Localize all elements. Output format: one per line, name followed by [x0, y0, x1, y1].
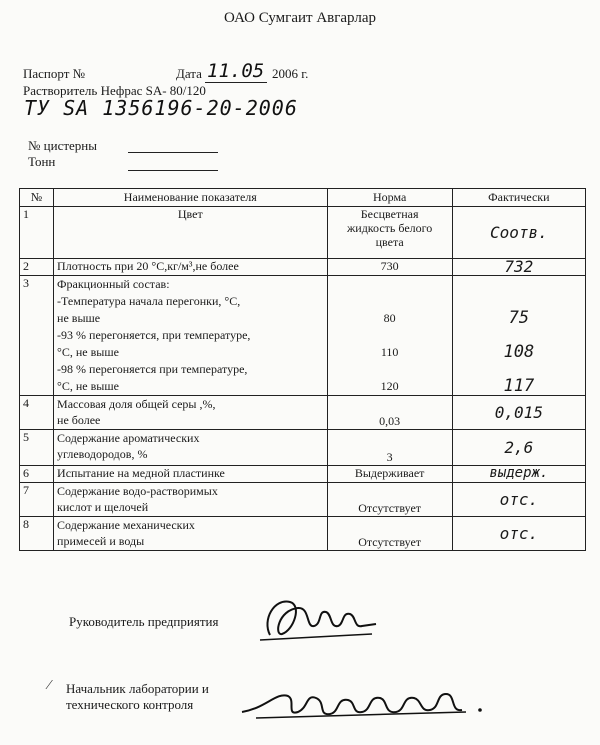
row-name-line: углеводородов, % [57, 447, 148, 461]
row-norm: Отсутствует [327, 483, 452, 517]
row-norm-line [331, 276, 449, 293]
row-num: 6 [20, 466, 54, 483]
row-fact-value: Соотв. [489, 223, 548, 242]
table-row [20, 466, 586, 483]
row-num: 1 [20, 207, 54, 259]
table-row [20, 430, 586, 466]
row-norm-line [331, 327, 449, 344]
row-fact: 732 [452, 259, 585, 276]
lab-signature [236, 672, 496, 728]
row-name-line: Цвет [177, 207, 203, 221]
row-fact: 2,6 [452, 430, 585, 466]
row-norm-line: 110 [380, 345, 399, 359]
row-fact: отс. [452, 483, 585, 517]
tons-label: Тонн [28, 154, 56, 169]
row-name-line: кислот и щелочей [57, 500, 149, 514]
row-name-line: Содержание ароматических [57, 431, 200, 445]
table-header-row [20, 189, 586, 207]
row-name-line: Содержание механических [57, 518, 195, 532]
row-name [54, 483, 327, 517]
row-norm [327, 276, 452, 396]
tank-line [128, 152, 218, 153]
row-num: 3 [20, 276, 54, 396]
row-norm-line: 80 [383, 311, 396, 325]
row-fact: отс. [452, 517, 585, 551]
date-handwritten: 11.05 [207, 60, 265, 82]
row-fact-line [456, 276, 582, 293]
director-signature [252, 590, 382, 650]
row-fact: 0,015 [452, 396, 585, 430]
row-num: 7 [20, 483, 54, 517]
row-name [54, 207, 327, 259]
passport-table [19, 188, 586, 551]
row-norm: Отсутствует [327, 517, 452, 551]
row-name-line: не выше [57, 311, 101, 325]
table-row [20, 396, 586, 430]
col-fact-header: Фактически [452, 189, 585, 207]
row-name: Плотность при 20 °С,кг/м³,не более [54, 259, 327, 276]
row-norm [327, 207, 452, 259]
solvent-line: Растворитель Нефрас SA- 80/120 [23, 83, 206, 98]
row-name-line: Фракционный состав: [57, 277, 170, 291]
row-fact [452, 207, 585, 259]
row-name [54, 396, 327, 430]
row-name: Испытание на медной пластинке [54, 466, 327, 483]
col-num-header: № [20, 189, 54, 207]
row-name [54, 276, 327, 396]
row-norm-line [331, 361, 449, 378]
row-norm-line: цвета [375, 235, 404, 249]
row-norm: 3 [327, 430, 452, 466]
row-fact: выдерж. [452, 466, 585, 483]
row-fact [452, 276, 585, 396]
row-fact-line: 75 [508, 308, 530, 328]
row-norm: Выдерживает [327, 466, 452, 483]
row-norm: 0,03 [327, 396, 452, 430]
row-name [54, 430, 327, 466]
row-norm-line: жидкость белого [346, 221, 433, 235]
company-name: ОАО Сумгаит Авгарлар [224, 10, 376, 26]
row-name [54, 517, 327, 551]
table-row [20, 517, 586, 551]
col-name-header: Наименование показателя [54, 189, 327, 207]
row-norm-line [331, 293, 449, 310]
row-num: 5 [20, 430, 54, 466]
table-row [20, 259, 586, 276]
date-underline [205, 82, 267, 83]
row-fact-line: 117 [503, 376, 535, 396]
tu-handwritten: ТУ SA 1356196-20-2006 [24, 96, 298, 120]
row-norm-line: Бесцветная [360, 207, 419, 221]
passport-label: Паспорт № [23, 66, 86, 81]
table-row [20, 207, 586, 259]
date-year: 2006 г. [272, 66, 309, 81]
table-row [20, 276, 586, 396]
row-norm: 730 [327, 259, 452, 276]
row-name-line: -93 % перегоняется, при температуре, [57, 328, 251, 342]
row-num: 4 [20, 396, 54, 430]
table-row [20, 483, 586, 517]
bullet-mark: ⁄ [48, 678, 51, 693]
tons-line [128, 170, 218, 171]
lab-label-2: технического контроля [66, 697, 194, 712]
row-name-line: Массовая доля общей серы ,%, [57, 397, 216, 411]
row-name-line: -Температура начала перегонки, °С, [57, 294, 241, 308]
director-label: Руководитель предприятия [69, 614, 219, 629]
row-name-line: Содержание водо-растворимых [57, 484, 218, 498]
lab-label-1: Начальник лаборатории и [66, 681, 209, 696]
row-name-line: °С, не выше [57, 379, 119, 393]
row-norm-line: 120 [380, 379, 399, 393]
row-name-line: °С, не выше [57, 345, 119, 359]
tank-label: № цистерны [28, 138, 97, 153]
date-label: Дата [176, 66, 202, 81]
row-name-line: примесей и воды [57, 534, 145, 548]
row-name-line: не более [57, 413, 101, 427]
row-fact-line: 108 [503, 342, 535, 362]
row-name-line: -98 % перегоняется при температуре, [57, 362, 248, 376]
row-num: 2 [20, 259, 54, 276]
row-num: 8 [20, 517, 54, 551]
col-norm-header: Норма [327, 189, 452, 207]
